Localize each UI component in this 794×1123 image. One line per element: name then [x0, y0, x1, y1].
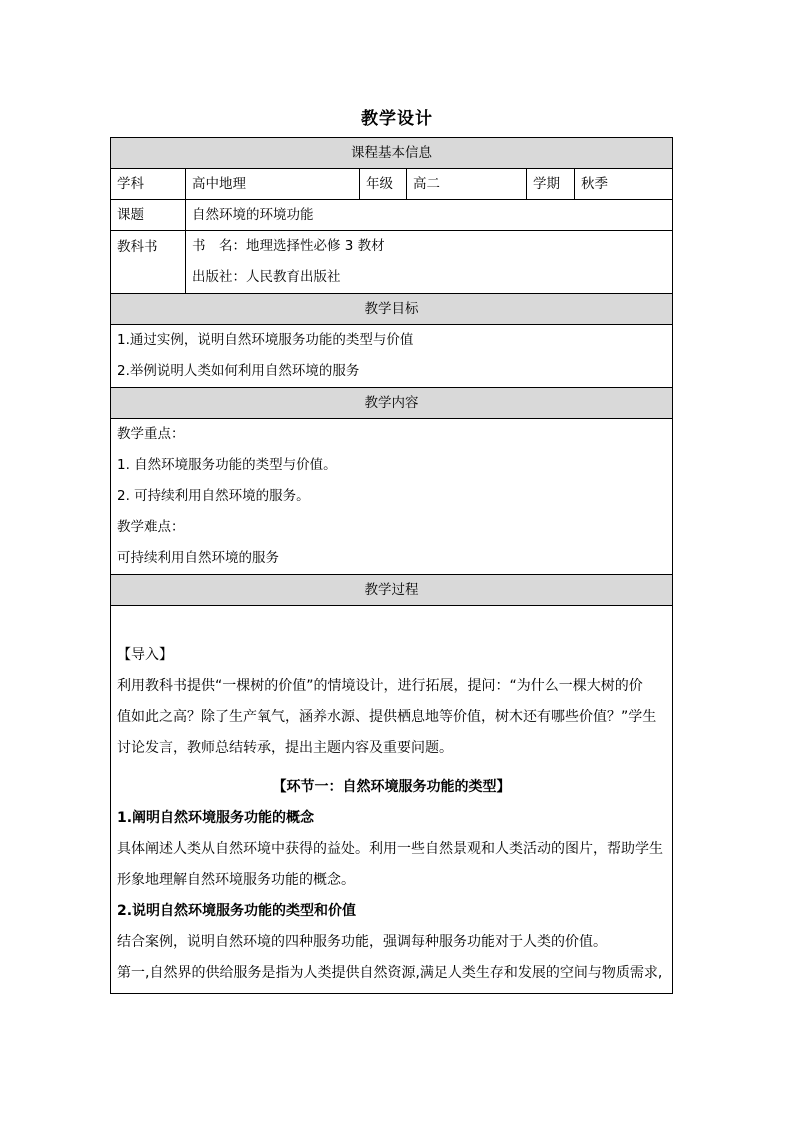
key-point-item: 1. 自然环境服务功能的类型与价值。 — [117, 457, 337, 473]
textbook-label: 教科书 — [111, 231, 186, 294]
topic-value: 自然环境的环境功能 — [186, 200, 673, 231]
section1-heading: 【环节一：自然环境服务功能的类型】 — [272, 779, 511, 795]
point1-heading: 1.阐明自然环境服务功能的概念 — [117, 810, 315, 826]
key-points-label: 教学重点： — [117, 426, 185, 442]
lesson-plan-table — [110, 137, 673, 994]
textbook-info — [186, 231, 673, 294]
basic-info-header: 课程基本信息 — [111, 138, 673, 169]
intro-heading: 【导入】 — [117, 647, 173, 663]
term-label: 学期 — [527, 169, 575, 200]
textbook-publisher: 出版社：人民教育出版社 — [192, 269, 341, 285]
objectives-body — [111, 325, 673, 388]
point1-paragraph-line: 具体阐述人类从自然环境中获得的益处。利用一些自然景观和人类活动的图片，帮助学生 — [117, 841, 663, 857]
key-point-item: 2. 可持续利用自然环境的服务。 — [117, 488, 310, 504]
document-title: 教学设计 — [361, 109, 433, 129]
difficult-point-item: 可持续利用自然环境的服务 — [117, 550, 279, 566]
grade-label: 年级 — [360, 169, 407, 200]
intro-paragraph-line: 讨论发言，教师总结转承，提出主题内容及重要问题。 — [117, 740, 453, 756]
objective-item: 2.举例说明人类如何利用自然环境的服务 — [117, 363, 360, 379]
subject-value: 高中地理 — [186, 169, 360, 200]
point2-heading: 2.说明自然环境服务功能的类型和价值 — [117, 903, 357, 919]
textbook-name: 书 名：地理选择性必修 3 教材 — [192, 238, 385, 254]
objective-item: 1.通过实例，说明自然环境服务功能的类型与价值 — [117, 332, 414, 348]
intro-paragraph-line: 值如此之高？除了生产氧气，涵养水源、提供栖息地等价值，树木还有哪些价值？”学生 — [117, 709, 657, 725]
objectives-header: 教学目标 — [111, 294, 673, 325]
content-body — [111, 419, 673, 575]
content-header: 教学内容 — [111, 388, 673, 419]
topic-label: 课题 — [111, 200, 186, 231]
difficult-points-label: 教学难点： — [117, 519, 185, 535]
grade-value: 高二 — [407, 169, 527, 200]
term-value: 秋季 — [575, 169, 673, 200]
process-header: 教学过程 — [111, 575, 673, 606]
intro-paragraph-line: 利用教科书提供“一棵树的价值”的情境设计，进行拓展，提问：“为什么一棵大树的价 — [117, 678, 643, 694]
process-body — [111, 606, 673, 994]
point2-paragraph-line: 结合案例，说明自然环境的四种服务功能，强调每种服务功能对于人类的价值。 — [117, 934, 607, 950]
point1-paragraph-line: 形象地理解自然环境服务功能的概念。 — [117, 872, 355, 888]
point2-paragraph-line: 第一,自然界的供给服务是指为人类提供自然资源,满足人类生存和发展的空间与物质需求, — [117, 965, 663, 981]
subject-label: 学科 — [111, 169, 186, 200]
